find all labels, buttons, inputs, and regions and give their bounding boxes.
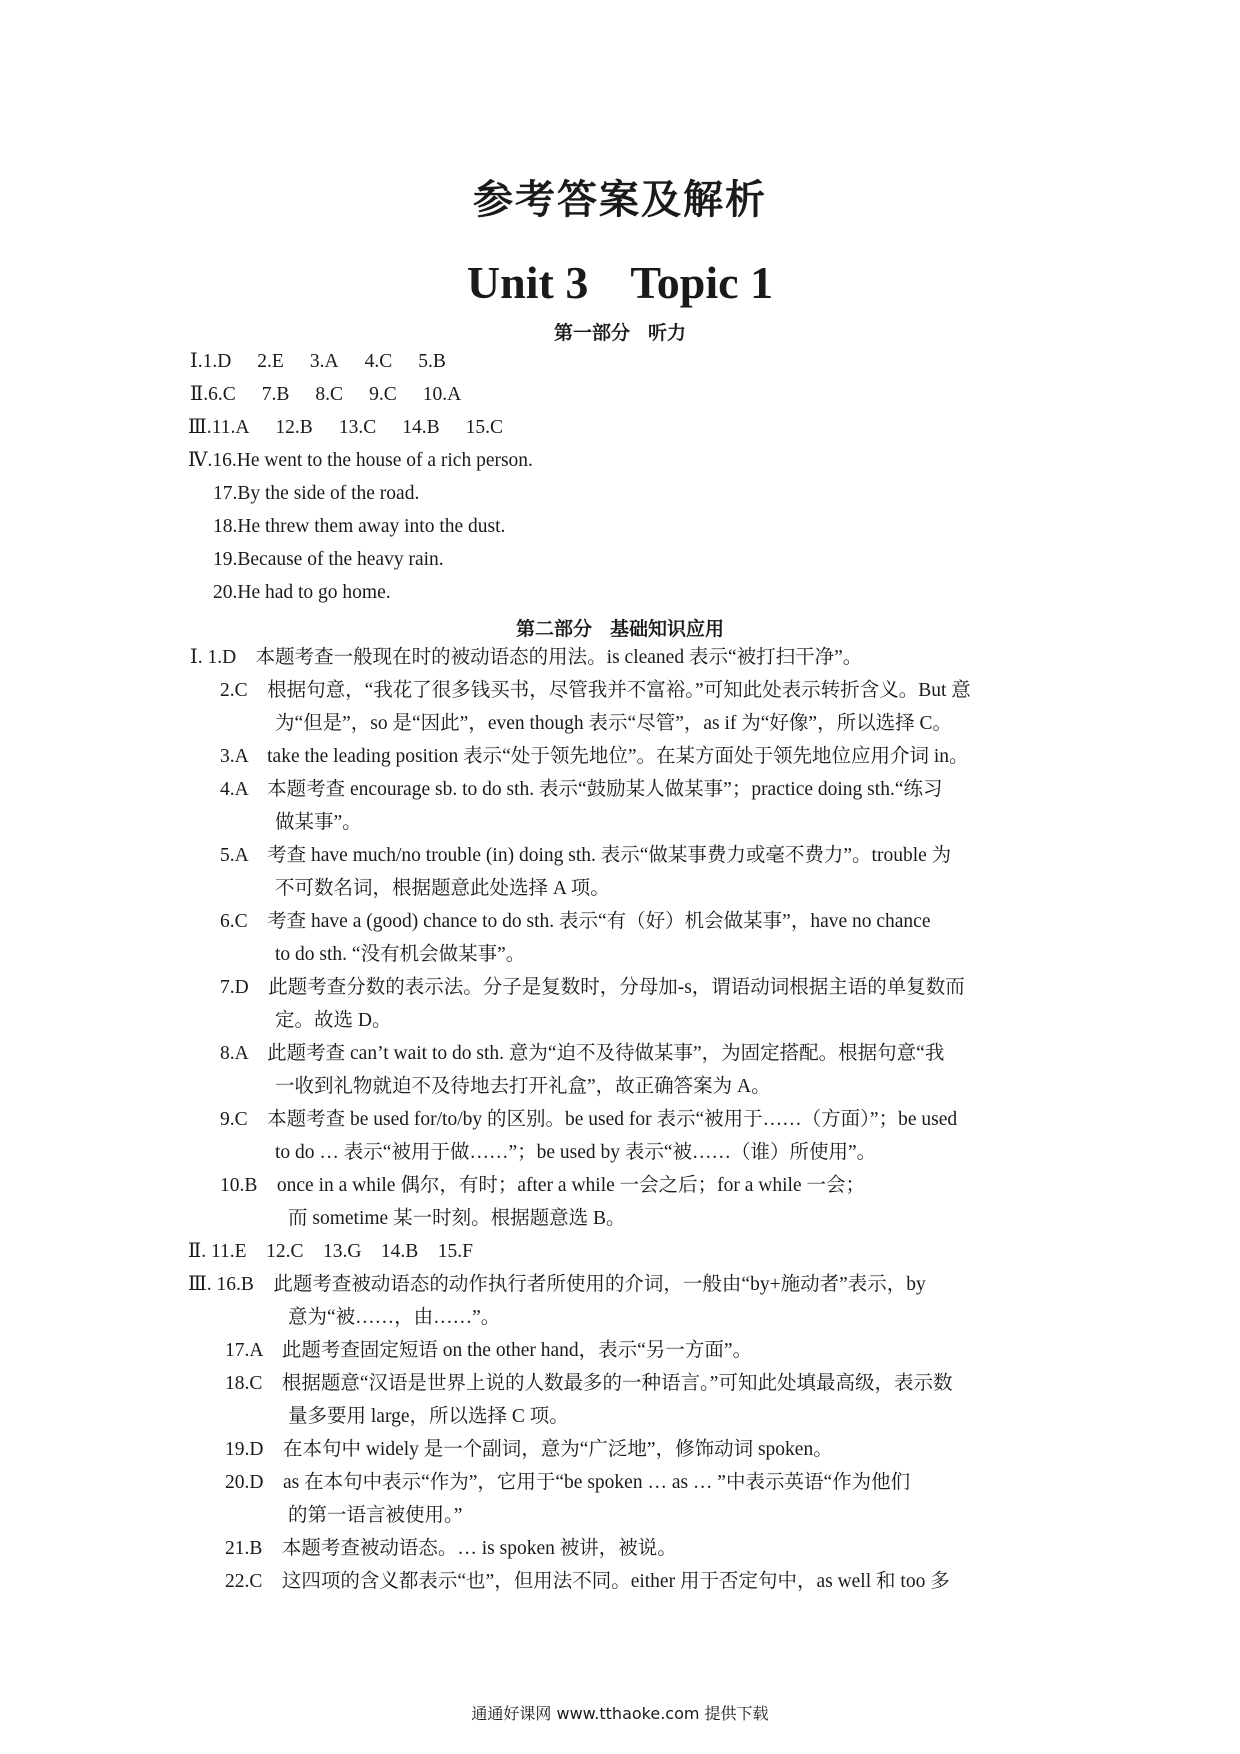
part2-heading: 第二部分 基础知识应用 [515, 618, 725, 640]
part2-line: 9.C 本题考查 be used for/to/by 的区别。be used for 表示“被用于……（方面）”；be used [220, 1109, 958, 1130]
part2-line: 19.D 在本句中 widely 是一个副词，意为“广泛地”，修饰动词 spoken。 [225, 1439, 833, 1460]
part2-line: 8.A 此题考查 can’t wait to do sth. 意为“迫不及待做某事”，为固定搭配。根据句意“我 [220, 1043, 945, 1064]
unit-label: Unit 3 [466, 257, 589, 308]
part2-line: 18.C 根据题意“汉语是世界上说的人数最多的一种语言。”可知此处填最高级，表示数 [225, 1373, 953, 1394]
part2-line: 的第一语言被使用。” [288, 1505, 463, 1526]
part2-line: Ⅲ. 16.B 此题考查被动语态的动作执行者所使用的介词，一般由“by+施动者”表示，by [188, 1274, 926, 1295]
part2-line: 量多要用 large，所以选择 C 项。 [288, 1406, 569, 1427]
part1-answer-16: Ⅳ.16.He went to the house of a rich person. [188, 450, 533, 471]
part2-line: 3.A take the leading position 表示“处于领先地位”。在某方面处于领先地位应用介词 in。 [220, 746, 969, 767]
part2-line: 不可数名词，根据题意此处选择 A 项。 [275, 878, 610, 899]
part2-line: to do sth. “没有机会做某事”。 [275, 944, 526, 965]
part1-row-2: Ⅱ.6.C 7.B 8.C 9.C 10.A [190, 384, 462, 405]
part2-line: 4.A 本题考查 encourage sb. to do sth. 表示“鼓励某人做某事”；practice doing sth.“练习 [220, 779, 943, 800]
footer-download-note: 通通好课网 www.tthaoke.com 提供下载 [471, 1704, 769, 1723]
part2-line: 意为“被……，由……”。 [288, 1307, 501, 1328]
part1-answer-19: 19.Because of the heavy rain. [213, 549, 444, 570]
page-title: 参考答案及解析 [473, 177, 767, 223]
part1-answer-17: 17.By the side of the road. [213, 483, 420, 504]
part2-line: to do … 表示“被用于做……”；be used by 表示“被……（谁）所使用”。 [275, 1142, 877, 1163]
part1-answer-18: 18.He threw them away into the dust. [213, 516, 506, 537]
part2-line: 10.B once in a while 偶尔，有时；after a while 一会之后；for a while 一会； [220, 1175, 865, 1196]
part2-line: 20.D as 在本句中表示“作为”，它用于“be spoken … as … ”中表示英语“作为他们 [225, 1472, 911, 1493]
part2-line: 2.C 根据句意，“我花了很多钱买书，尽管我并不富裕。”可知此处表示转折含义。But 意 [220, 680, 971, 701]
part2-line: 5.A 考查 have much/no trouble (in) doing sth. 表示“做某事费力或毫不费力”。trouble 为 [220, 845, 952, 866]
part2-line: Ⅰ. 1.D 本题考查一般现在时的被动语态的用法。is cleaned 表示“被打扫干净”。 [190, 647, 863, 668]
part1-row-3: Ⅲ.11.A 12.B 13.C 14.B 15.C [188, 417, 503, 438]
part2-line: 22.C 这四项的含义都表示“也”，但用法不同。either 用于否定句中，as well 和 too 多 [225, 1571, 950, 1592]
unit-topic-title [0, 256, 1240, 309]
part2-line: 17.A 此题考查固定短语 on the other hand，表示“另一方面”。 [225, 1340, 752, 1361]
part2-line: 而 sometime 某一时刻。根据题意选 B。 [288, 1208, 626, 1229]
part1-row-1: Ⅰ.1.D 2.E 3.A 4.C 5.B [190, 351, 446, 372]
part2-line: 一收到礼物就迫不及待地去打开礼盒”，故正确答案为 A。 [275, 1076, 771, 1097]
part2-line: 21.B 本题考查被动语态。… is spoken 被讲，被说。 [225, 1538, 677, 1559]
part2-line: 定。故选 D。 [275, 1010, 392, 1031]
part2-line: 7.D 此题考查分数的表示法。分子是复数时，分母加-s，谓语动词根据主语的单复数而 [220, 977, 965, 998]
topic-label: Topic 1 [630, 257, 774, 308]
part2-line: 做某事”。 [275, 812, 362, 833]
part1-heading: 第一部分 听力 [553, 322, 687, 344]
part2-line: 6.C 考查 have a (good) chance to do sth. 表示“有（好）机会做某事”，have no chance [220, 911, 931, 932]
part1-answer-20: 20.He had to go home. [213, 582, 391, 603]
part2-line: 为“但是”，so 是“因此”，even though 表示“尽管”，as if 为“好像”，所以选择 C。 [275, 713, 952, 734]
part2-line: Ⅱ. 11.E 12.C 13.G 14.B 15.F [188, 1241, 474, 1262]
